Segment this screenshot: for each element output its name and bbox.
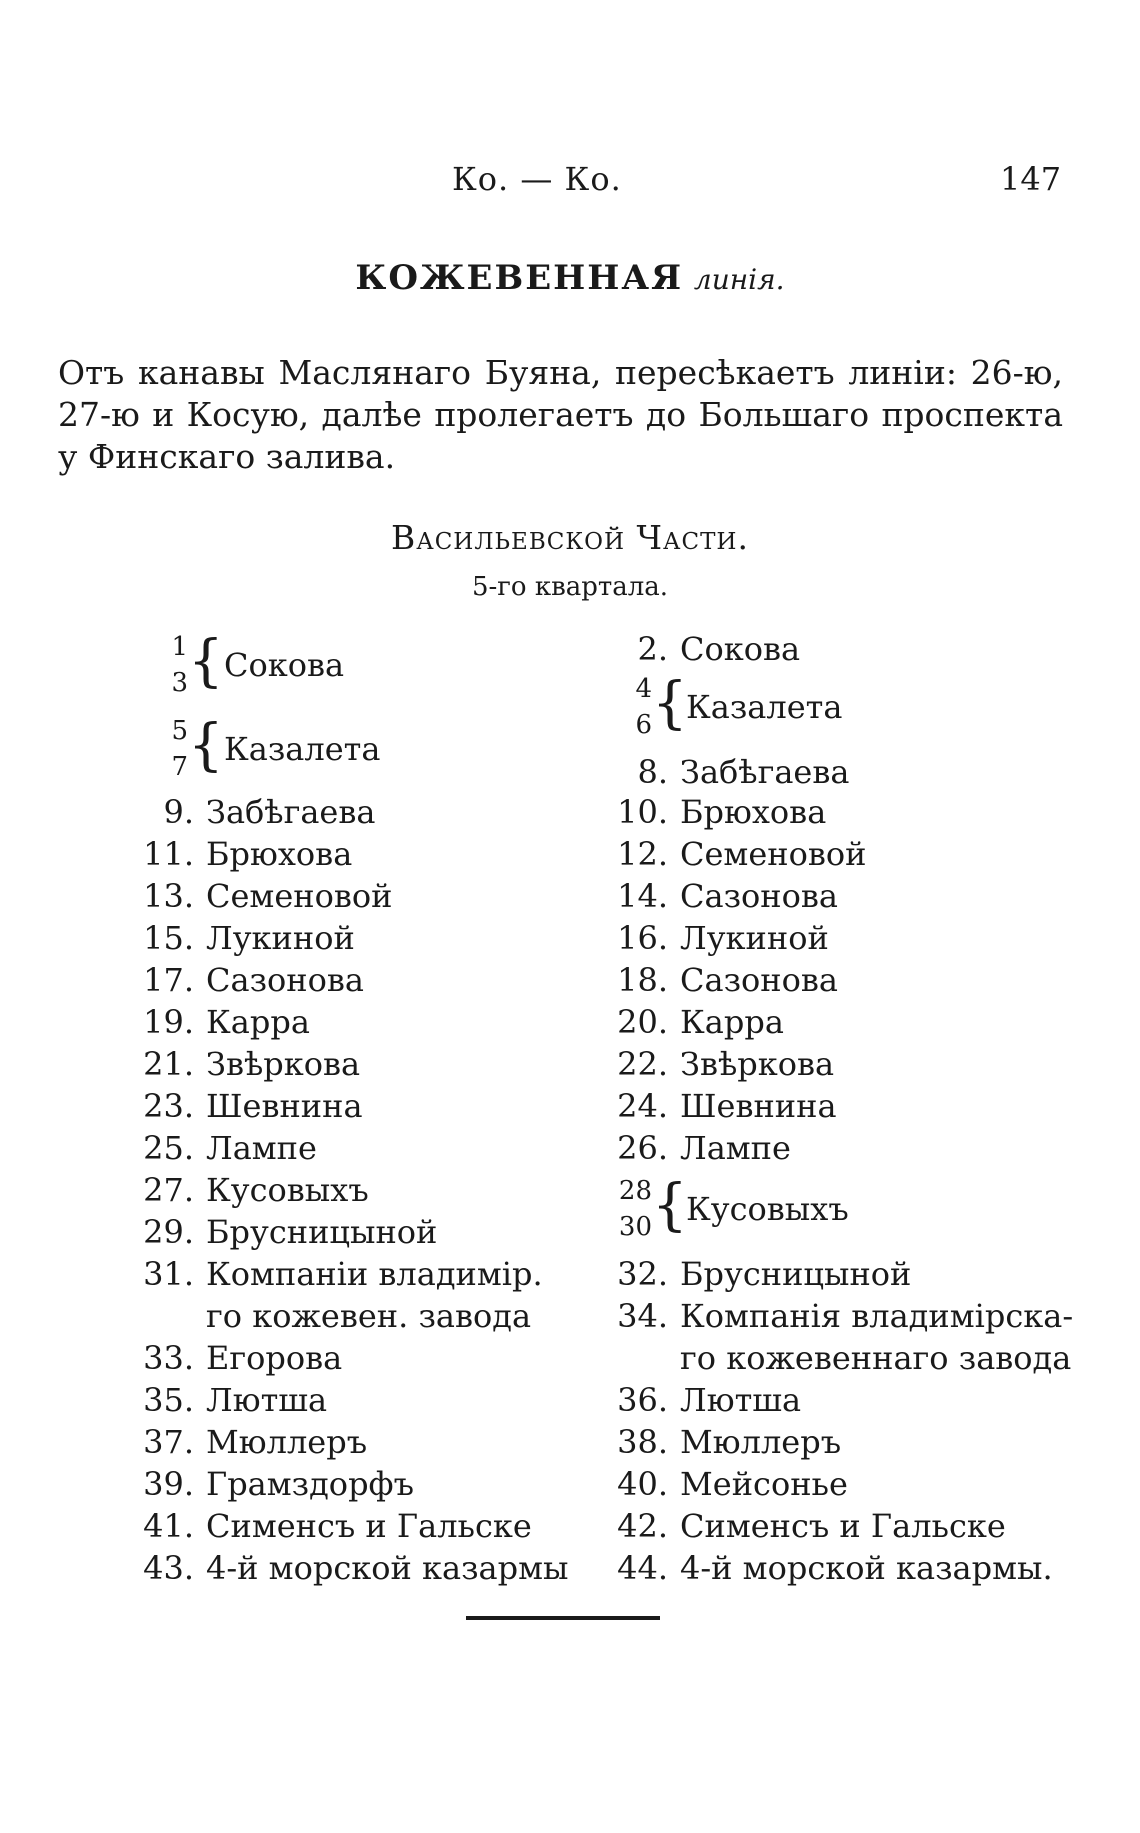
list-item [610, 917, 829, 959]
list-item [130, 1211, 437, 1253]
entry-number: 26. [617, 1129, 668, 1167]
brace-name: Кусовыхъ [686, 1190, 849, 1228]
entry-name: Мюллеръ [680, 1423, 842, 1461]
entry-number: 25. [143, 1129, 194, 1167]
entry-name: 4-й морской казармы [206, 1549, 569, 1587]
list-item [130, 917, 355, 959]
paragraph-line: 27-ю и Косую, далѣе пролегаетъ до Большаго проспекта [58, 395, 1063, 434]
list-item [130, 1295, 531, 1337]
entry-name: Звѣркова [680, 1045, 835, 1083]
entry-name: Сименсъ и Гальске [206, 1507, 532, 1545]
brace-num: 4 [635, 674, 652, 704]
list-item [610, 1253, 911, 1295]
entry-name: Компаніи владимір. [206, 1255, 543, 1293]
entry-number: 2. [637, 630, 668, 668]
entry-name: Грамздорфъ [206, 1465, 414, 1503]
brace-num: 7 [171, 752, 188, 782]
list-item [130, 875, 392, 917]
brace-num: 3 [171, 668, 188, 698]
entry-number: 39. [143, 1465, 194, 1503]
entry-number: 40. [617, 1465, 668, 1503]
section-title-main: КОЖЕВЕННАЯ [355, 258, 684, 298]
entry-number: 9. [163, 793, 194, 831]
brace-num: 6 [635, 710, 652, 740]
entry-number: 33. [143, 1339, 194, 1377]
entry-name: Сазонова [206, 961, 364, 999]
entry-name: 4-й морской казармы. [680, 1549, 1053, 1587]
entry-name: Мюллеръ [206, 1423, 368, 1461]
entry-number: 16. [617, 919, 668, 957]
entry-number: 27. [143, 1171, 194, 1209]
entry-number: 43. [143, 1549, 194, 1587]
list-item [610, 1505, 1006, 1547]
quarter-heading: 5-го квартала. [471, 572, 669, 602]
entry-name: Шевнина [206, 1087, 363, 1125]
brace-num: 1 [171, 632, 188, 662]
entry-name: Лютша [680, 1381, 802, 1419]
entry-name: Шевнина [680, 1087, 837, 1125]
list-item [610, 791, 826, 833]
list-item [610, 1337, 1071, 1379]
list-item [610, 833, 866, 875]
list-item [130, 1547, 568, 1589]
entry-number: 42. [617, 1507, 668, 1545]
entry-name: го кожевеннаго завода [680, 1339, 1072, 1377]
entry-number: 35. [143, 1381, 194, 1419]
entry-name: Кусовыхъ [206, 1171, 369, 1209]
entry-number: 34. [617, 1297, 668, 1335]
entry-number: 8. [637, 753, 668, 791]
entry-number: 32. [617, 1255, 668, 1293]
entry-number: 24. [617, 1087, 668, 1125]
list-item [130, 791, 375, 833]
entry-name: Семеновой [680, 835, 867, 873]
brace-name: Казалета [686, 688, 843, 726]
entry-number: 10. [617, 793, 668, 831]
entry-number: 44. [617, 1549, 668, 1587]
list-item [130, 1001, 310, 1043]
entry-name: го кожевен. завода [206, 1297, 532, 1335]
list-item [610, 1295, 1073, 1337]
entry-name: Сазонова [680, 877, 838, 915]
entry-number: 15. [143, 919, 194, 957]
entry-name: Мейсонье [680, 1465, 848, 1503]
brace-num: 30 [618, 1212, 652, 1242]
running-title: Ко. — Ко. [452, 160, 622, 198]
list-item [610, 1547, 1053, 1589]
list-item [610, 1085, 837, 1127]
section-title [0, 258, 1140, 298]
entry-name: Забѣгаева [680, 753, 850, 791]
entry-number: 31. [143, 1255, 194, 1293]
entry-number: 11. [143, 835, 194, 873]
brace-symbol: { [188, 713, 224, 778]
entry-number: 19. [143, 1003, 194, 1041]
entry-number: 17. [143, 961, 194, 999]
brace-symbol: { [652, 671, 688, 736]
entry-name: Егорова [206, 1339, 343, 1377]
entry-name: Лукиной [680, 919, 829, 957]
entry-name: Семеновой [206, 877, 393, 915]
entry-number: 12. [617, 835, 668, 873]
entry-name: Звѣркова [206, 1045, 361, 1083]
list-item [130, 1379, 327, 1421]
list-item [130, 1463, 414, 1505]
entry-number: 37. [143, 1423, 194, 1461]
entry-number: 13. [143, 877, 194, 915]
district-heading: Васильевской Части. [391, 518, 749, 557]
list-item [130, 1505, 532, 1547]
entry-number: 29. [143, 1213, 194, 1251]
list-item [610, 1127, 791, 1169]
paragraph-line: Отъ канавы Маслянаго Буяна, пересѣкаетъ линіи: 26-ю, [58, 353, 1063, 392]
entry-number: 21. [143, 1045, 194, 1083]
list-item [610, 1463, 848, 1505]
entry-name: Лукиной [206, 919, 355, 957]
entry-number: 41. [143, 1507, 194, 1545]
list-item [610, 1001, 784, 1043]
entry-name: Сазонова [680, 961, 838, 999]
entry-name: Брюхова [680, 793, 827, 831]
entry-name: Брусницыной [206, 1213, 438, 1251]
entry-name: Забѣгаева [206, 793, 376, 831]
entry-name: Брусницыной [680, 1255, 912, 1293]
entry-number: 23. [143, 1087, 194, 1125]
brace-num: 28 [618, 1176, 652, 1206]
entry-name: Лампе [206, 1129, 317, 1167]
list-item [610, 1043, 834, 1085]
list-item [130, 1337, 342, 1379]
list-item [610, 1421, 841, 1463]
entry-name: Лампе [680, 1129, 791, 1167]
entry-number: 38. [617, 1423, 668, 1461]
brace-name: Сокова [224, 646, 345, 684]
entry-name: Сокова [680, 630, 801, 668]
list-item [130, 1085, 363, 1127]
list-item [610, 628, 800, 670]
list-item [130, 959, 364, 1001]
entry-name: Компанія владимірска- [680, 1297, 1074, 1335]
brace-symbol: { [188, 629, 224, 694]
list-item [130, 1043, 360, 1085]
entry-number: 18. [617, 961, 668, 999]
list-item [130, 833, 352, 875]
entry-name: Карра [680, 1003, 784, 1041]
description-paragraph [58, 352, 1063, 478]
list-item [610, 751, 849, 793]
entry-name: Лютша [206, 1381, 328, 1419]
entry-number: 20. [617, 1003, 668, 1041]
paragraph-line: у Финскаго залива. [58, 437, 396, 476]
list-item [610, 959, 838, 1001]
entry-number: 14. [617, 877, 668, 915]
list-item [130, 1421, 367, 1463]
entry-name: Карра [206, 1003, 310, 1041]
list-item [130, 1169, 369, 1211]
list-item [610, 875, 838, 917]
entry-name: Брюхова [206, 835, 353, 873]
brace-symbol: { [652, 1173, 688, 1238]
section-title-sub: линія. [693, 263, 785, 296]
brace-name: Казалета [224, 730, 381, 768]
page-number: 147 [1000, 160, 1062, 198]
list-item [130, 1253, 543, 1295]
section-divider [466, 1616, 660, 1620]
entry-number: 22. [617, 1045, 668, 1083]
brace-num: 5 [171, 716, 188, 746]
list-item [130, 1127, 317, 1169]
list-item [610, 1379, 801, 1421]
entry-number: 36. [617, 1381, 668, 1419]
entry-name: Сименсъ и Гальске [680, 1507, 1006, 1545]
